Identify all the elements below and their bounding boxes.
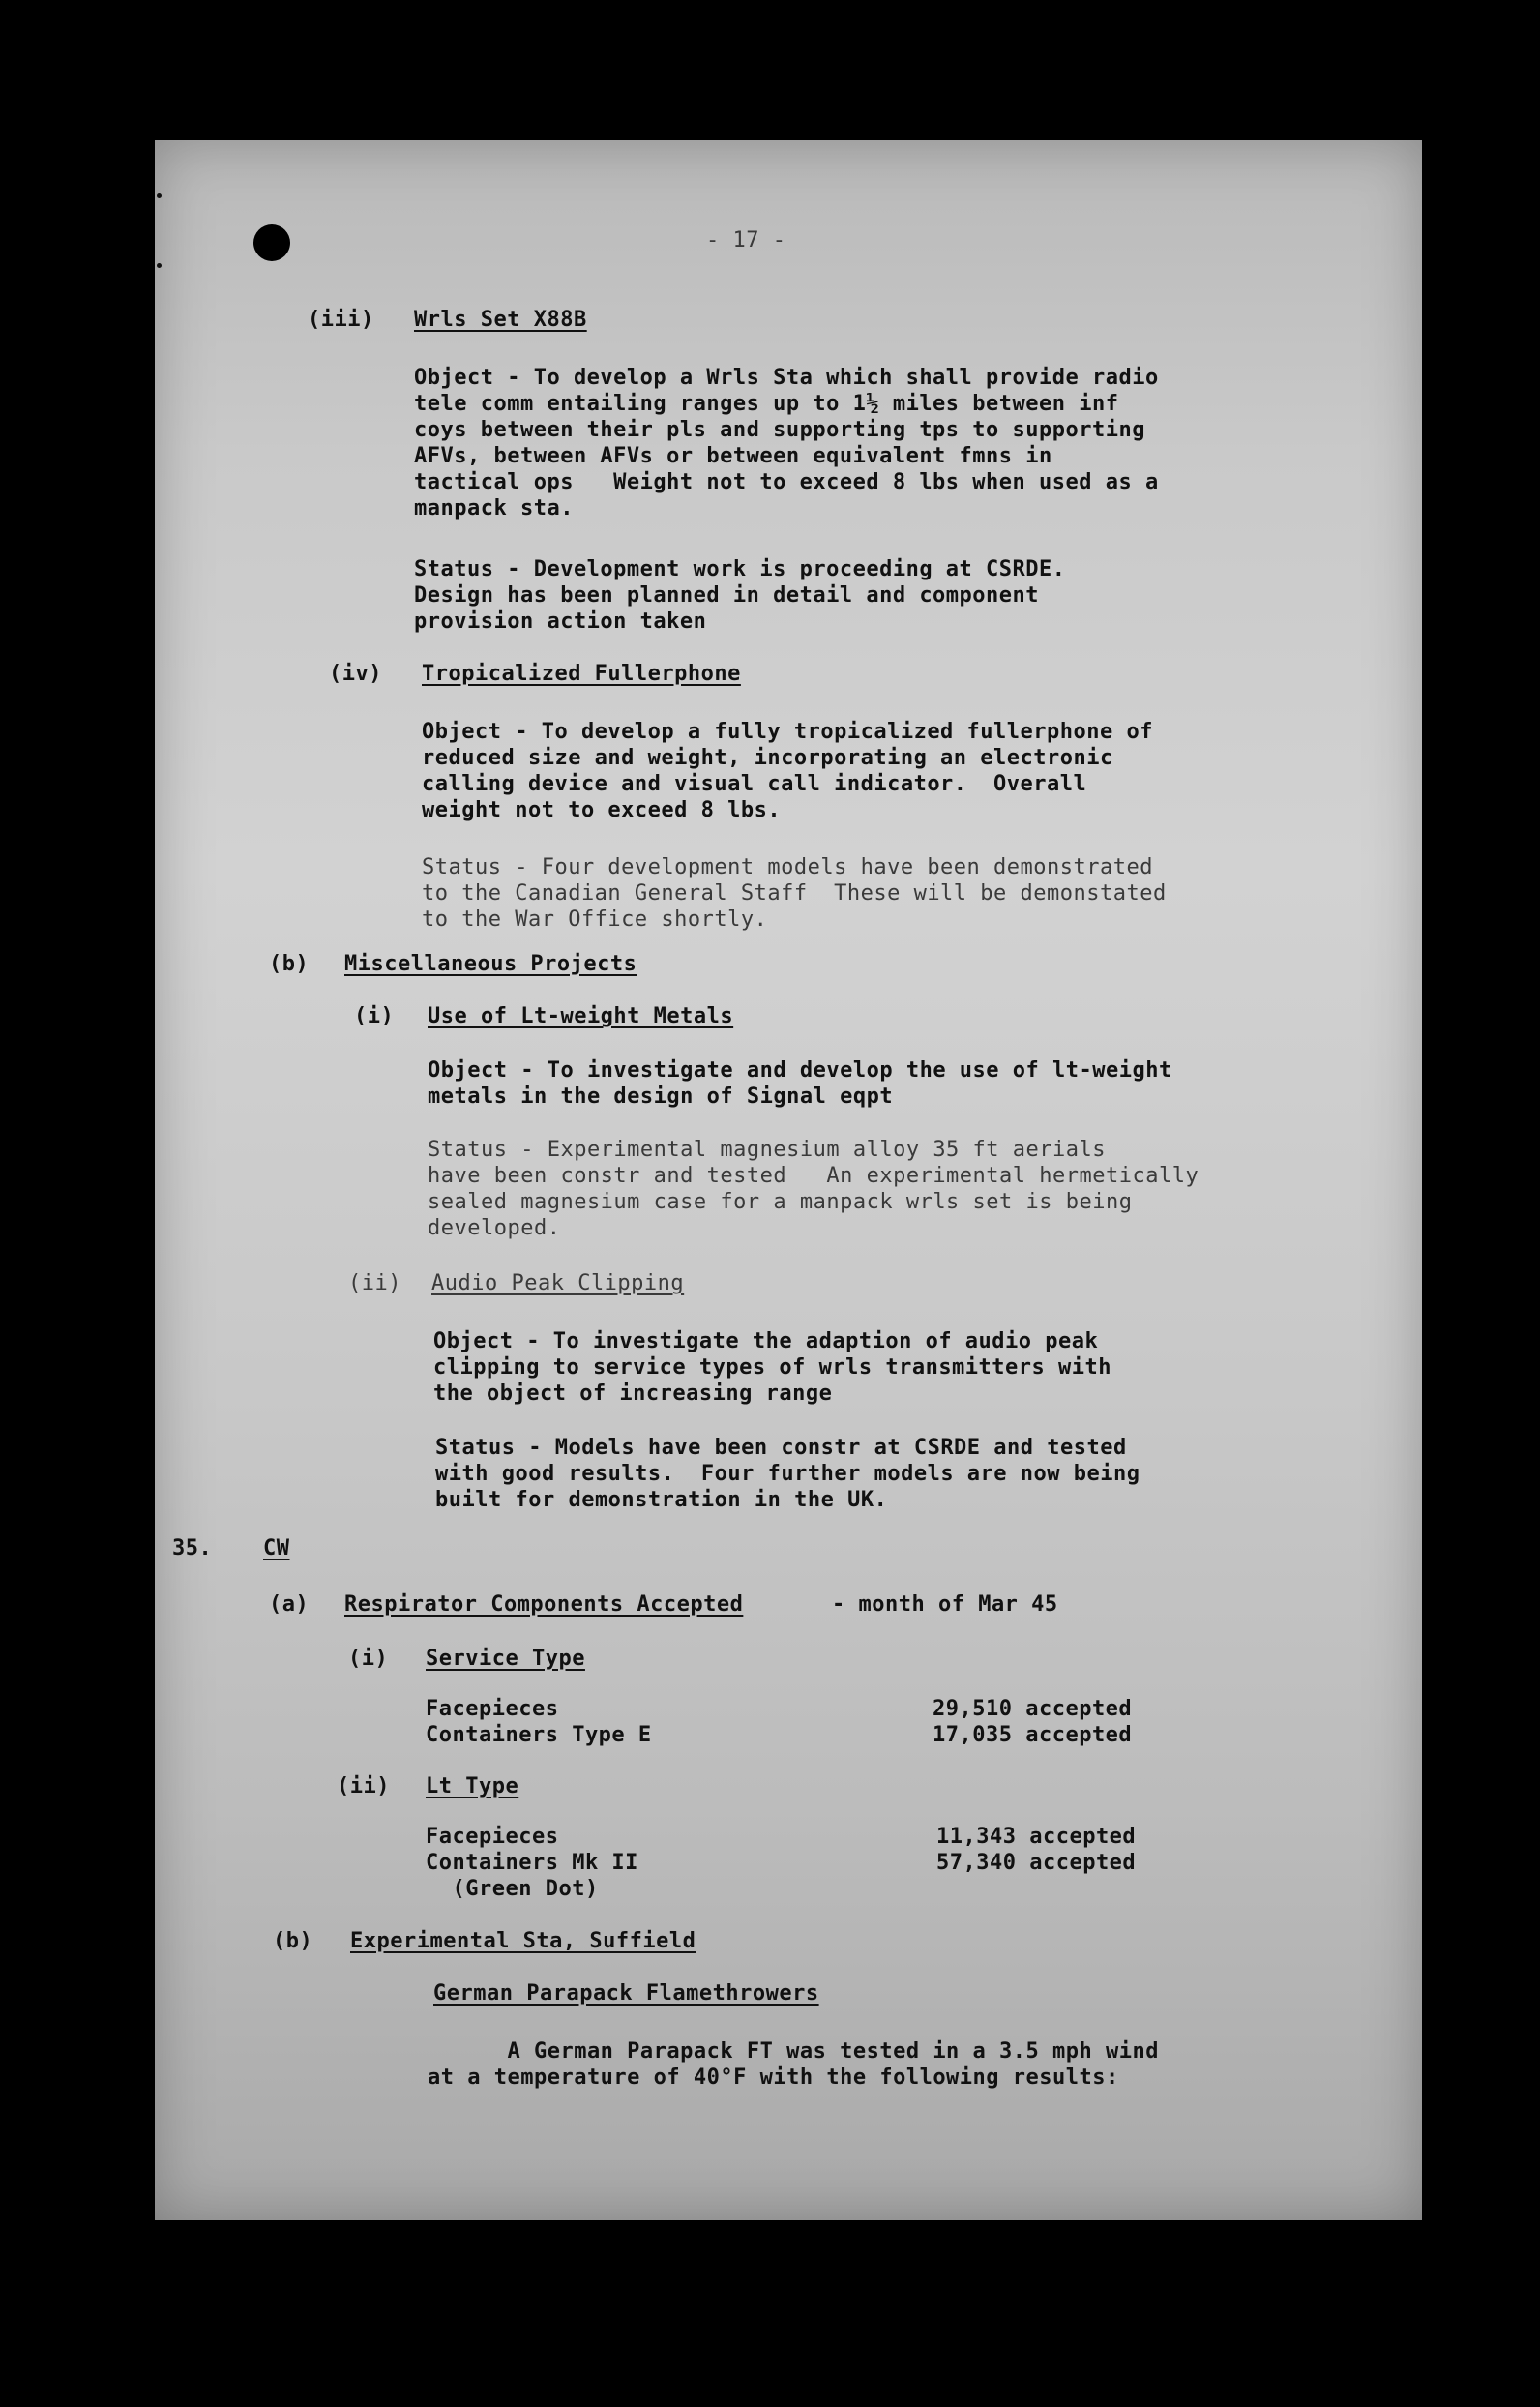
cw-b-text: A German Parapack FT was tested in a 3.5 mph wind at a temperature of 40°F with the following results: — [428, 2039, 1159, 2090]
cw-a-number: (a) — [269, 1592, 310, 1617]
misc-i-number: (i) — [354, 1004, 395, 1028]
cw-a-ii-row-1-item: Facepieces — [426, 1825, 559, 1849]
cw-a-title: Respirator Components Accepted — [344, 1592, 744, 1617]
misc-ii-title: Audio Peak Clipping — [431, 1271, 685, 1295]
section-iii-number: (iii) — [308, 308, 374, 332]
misc-i-object: Object - To investigate and develop the use of lt-weight metals in the design of Signal eqpt — [428, 1058, 1172, 1109]
section-iii-object: Object - To develop a Wrls Sta which shall provide radio tele comm entailing ranges up to 1½ miles between inf coys between their pls and supporting tps to supporting AFVs, between AFVs or between equivalent fmns in tactical ops Weight not to exceed 8 lbs when used as a manpack sta. — [414, 366, 1159, 520]
section-iv-number: (iv) — [329, 662, 382, 686]
misc-ii-number: (ii) — [348, 1271, 401, 1295]
cw-a-ii-row-1-value: 11,343 accepted — [936, 1825, 1137, 1849]
speck — [157, 193, 162, 198]
misc-ii-status: Status - Models have been constr at CSRDE and tested with good results. Four further models are now being built for demonstration in the UK. — [435, 1436, 1140, 1512]
cw-a-ii-row-2-value: 57,340 accepted — [936, 1851, 1137, 1875]
section-iv-title: Tropicalized Fullerphone — [422, 662, 741, 686]
document-page — [155, 140, 1422, 2220]
punch-hole — [253, 224, 290, 261]
misc-i-title: Use of Lt-weight Metals — [428, 1004, 734, 1028]
cw-a-ii-row-2-item: Containers Mk II (Green Dot) — [426, 1851, 638, 1901]
speck — [157, 263, 162, 268]
cw-a-ii-title: Lt Type — [426, 1774, 519, 1798]
section-iv-status: Status - Four development models have been demonstrated to the Canadian General Staff These will be demonstated to the War Office shortly. — [422, 855, 1167, 932]
cw-a-i-row-1-value: 29,510 accepted — [933, 1697, 1133, 1721]
cw-a-i-row-2-item: Containers Type E — [426, 1723, 652, 1747]
section-b-title: Miscellaneous Projects — [344, 952, 637, 976]
section-iii-status: Status - Development work is proceeding at CSRDE. Design has been planned in detail and component provision action taken — [414, 557, 1066, 634]
cw-a-i-title: Service Type — [426, 1647, 585, 1671]
page-number: - 17 - — [706, 228, 786, 253]
cw-a-i-number: (i) — [348, 1647, 389, 1671]
cw-b-number: (b) — [273, 1929, 313, 1953]
section-iv-object: Object - To develop a fully tropicalized fullerphone of reduced size and weight, incorporating an electronic calling device and visual call indicator. Overall weight not to exceed 8 lbs. — [422, 720, 1153, 822]
cw-b-title: Experimental Sta, Suffield — [350, 1929, 696, 1953]
cw-b-subtitle: German Parapack Flamethrowers — [433, 1981, 819, 2006]
cw-a-i-row-2-value: 17,035 accepted — [933, 1723, 1133, 1747]
cw-a-suffix: - month of Mar 45 — [832, 1592, 1058, 1617]
section-b-number: (b) — [269, 952, 310, 976]
para-35-number: 35. — [172, 1536, 213, 1560]
para-35-title: CW — [263, 1536, 290, 1560]
misc-i-status: Status - Experimental magnesium alloy 35 ft aerials have been constr and tested An experimental hermetically sealed magnesium case for a manpack wrls set is being developed. — [428, 1138, 1199, 1240]
cw-a-i-row-1-item: Facepieces — [426, 1697, 559, 1721]
section-iii-title: Wrls Set X88B — [414, 308, 587, 332]
misc-ii-object: Object - To investigate the adaption of audio peak clipping to service types of wrls transmitters with the object of increasing range — [433, 1329, 1112, 1406]
cw-a-ii-number: (ii) — [337, 1774, 390, 1798]
